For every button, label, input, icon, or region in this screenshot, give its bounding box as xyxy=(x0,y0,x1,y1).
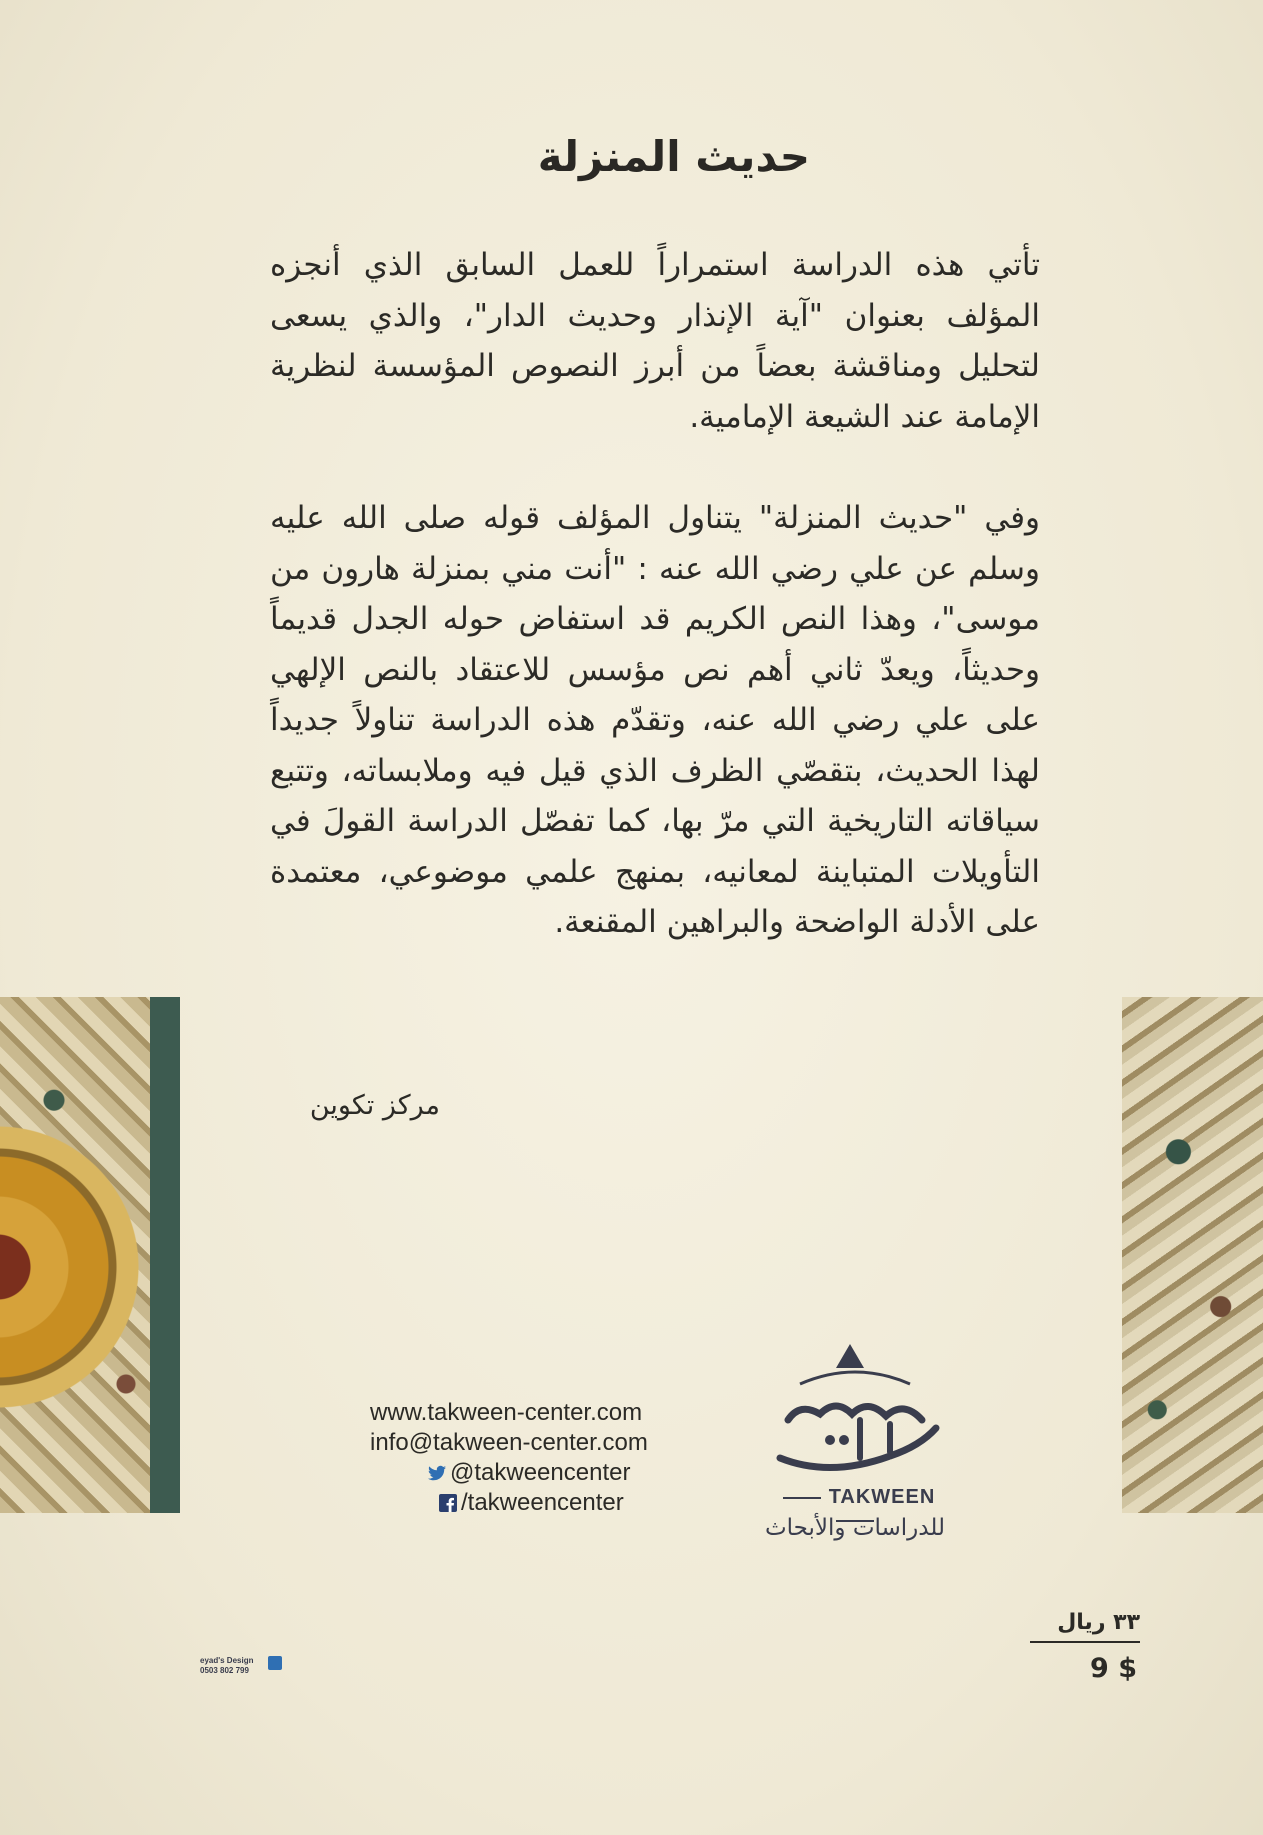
website-row[interactable] xyxy=(370,1398,710,1428)
medallion-ornament xyxy=(0,1122,160,1412)
book-title: حديث المنزلة xyxy=(537,132,810,181)
designer-credit xyxy=(200,1656,290,1676)
email-link[interactable]: info@takween-center.com xyxy=(370,1429,648,1456)
facebook-icon xyxy=(438,1493,458,1513)
designer-phone: 0503 802 799 xyxy=(200,1666,249,1675)
designer-name: eyad's Design xyxy=(200,1656,254,1665)
logo-arc xyxy=(800,1372,910,1384)
twitter-icon xyxy=(427,1463,447,1483)
logo-calligraphy-mark xyxy=(740,1340,970,1490)
decorative-panel-left xyxy=(0,997,180,1513)
green-stripe xyxy=(150,997,180,1513)
logo-line-left xyxy=(783,1497,821,1499)
designer-logo-icon xyxy=(268,1656,282,1670)
logo-stroke-3 xyxy=(860,1420,890,1458)
email-row[interactable] xyxy=(370,1428,710,1458)
facebook-row[interactable] xyxy=(370,1488,710,1518)
publisher-signature: مركز تكوين xyxy=(309,1090,440,1121)
price-usd: 9 $ xyxy=(1090,1653,1137,1684)
contact-info xyxy=(370,1398,710,1518)
logo-stroke-1 xyxy=(788,1406,922,1420)
blurb-paragraph-2: وفي "حديث المنزلة" يتناول المؤلف قوله صلى الله عليه وسلم عن علي رضي الله عنه : "أنت مني بمنزلة هارون من موسى"، وهذا النص الكريم قد استفاض حوله الجدل قديماً وحديثاً، ويعدّ ثاني أهم نص مؤسس للاعتقاد بالنص الإلهي على علي رضي الله عنه، وتقدّم هذه الدراسة تناولاً جديداً لهذا الحديث، بتقصّي الظرف الذي قيل فيه وملابساته، وتتبع سياقاته التاريخية التي مرّ بها، كما تفصّل الدراسة القولَ في التأويلات المتباينة لمعانيه، بمنهج علمي موضوعي، معتمدة على الأدلة الواضحة والبراهين المقنعة. xyxy=(270,500,1040,940)
logo-dot-1 xyxy=(825,1435,835,1445)
price-box xyxy=(1030,1610,1140,1684)
twitter-row[interactable] xyxy=(370,1458,710,1488)
logo-subtitle: للدراسات والأبحاث xyxy=(765,1515,945,1541)
website-link[interactable]: www.takween-center.com xyxy=(370,1399,643,1426)
logo-word-text: TAKWEEN xyxy=(828,1486,936,1508)
logo-crown-shape xyxy=(836,1344,864,1368)
blurb-text xyxy=(270,240,1040,948)
logo-dot-2 xyxy=(839,1435,849,1445)
decorative-panel-right xyxy=(1122,997,1263,1513)
twitter-handle[interactable]: @takweencenter xyxy=(450,1459,631,1486)
facebook-handle[interactable]: /takweencenter xyxy=(461,1489,624,1516)
price-divider xyxy=(1030,1641,1140,1643)
blurb-paragraph-1: تأتي هذه الدراسة استمراراً للعمل السابق الذي أنجزه المؤلف بعنوان "آية الإنذار وحديث الدار"، والذي يسعى لتحليل ومناقشة بعضاً من أبرز النصوص المؤسسة لنظرية الإمامة عند الشيعة الإمامية. xyxy=(270,247,1040,435)
price-sar: ٣٣ ريال xyxy=(1057,1610,1140,1635)
takween-logo xyxy=(740,1340,970,1570)
